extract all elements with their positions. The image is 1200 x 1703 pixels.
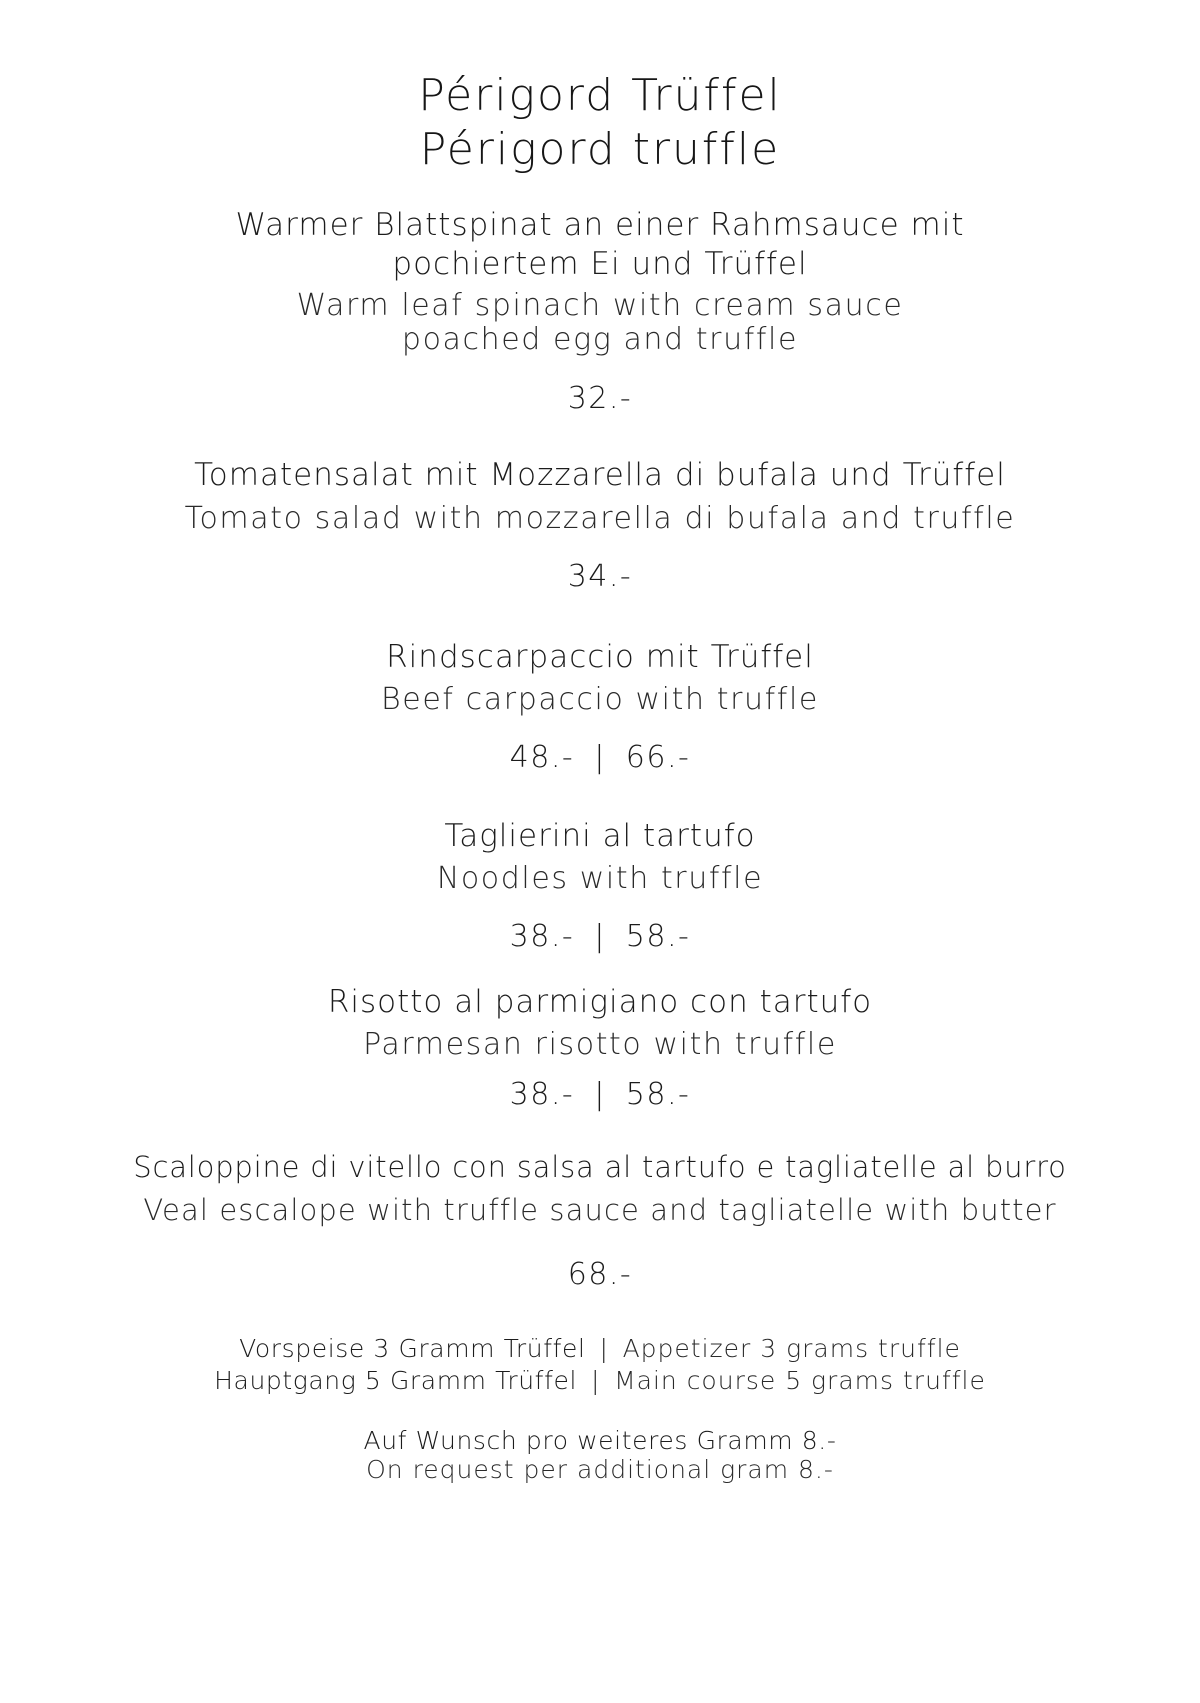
portion-note-en: Main course 5 grams truffle xyxy=(614,1366,986,1395)
portion-note xyxy=(0,1368,1200,1393)
dish-name-en: Noodles with truffle xyxy=(436,861,764,896)
dish-name-en: Parmesan risotto with truffle xyxy=(363,1027,837,1062)
portion-note-de: Vorspeise 3 Gramm Trüffel xyxy=(239,1334,586,1363)
dish-name-de: Risotto al parmigiano con tartufo xyxy=(327,984,873,1020)
dish-name-en: Veal escalope with truffle sauce and tagliatelle with butter xyxy=(143,1193,1057,1227)
dish-name-de: Scaloppine di vitello con salsa al tartufo e tagliatelle al burro xyxy=(133,1150,1067,1184)
dish-price-small: 38.- xyxy=(509,1077,575,1112)
dish-name-de: Rindscarpaccio mit Trüffel xyxy=(386,639,814,675)
dish-price-small: 48.- xyxy=(509,740,575,775)
portion-note xyxy=(0,1336,1200,1361)
dish-price: 32.- xyxy=(567,381,633,416)
dish-price: 34.- xyxy=(567,559,633,594)
dish-name-de: Tomatensalat mit Mozzarella di bufala und Trüffel xyxy=(194,457,1006,493)
extra-gram-note-de: Auf Wunsch pro weiteres Gramm 8.- xyxy=(363,1426,837,1455)
dish-name-en: Beef carpaccio with truffle xyxy=(381,682,819,717)
page-subtitle: Périgord truffle xyxy=(419,124,781,175)
portion-note-en: Appetizer 3 grams truffle xyxy=(622,1334,961,1363)
dish-price-large: 58.- xyxy=(625,919,691,954)
dish-name-de: Taglierini al tartufo xyxy=(444,818,756,854)
page-title: Périgord Trüffel xyxy=(418,70,782,121)
dish-price-row xyxy=(0,740,1200,775)
dish-name-en: poached egg and truffle xyxy=(401,322,799,357)
portion-separator: | xyxy=(599,1334,609,1363)
dish-price-large: 58.- xyxy=(625,1077,691,1112)
dish-name-de: Warmer Blattspinat an einer Rahmsauce mit xyxy=(235,207,965,243)
price-separator: | xyxy=(594,1077,606,1112)
dish-price: 68.- xyxy=(567,1257,633,1292)
dish-price-row xyxy=(0,1077,1200,1112)
price-separator: | xyxy=(594,740,606,775)
dish-price-row xyxy=(0,919,1200,954)
dish-name-en: Tomato salad with mozzarella di bufala and truffle xyxy=(184,501,1016,536)
price-separator: | xyxy=(594,919,606,954)
dish-price-small: 38.- xyxy=(509,919,575,954)
dish-name-de: pochiertem Ei und Trüffel xyxy=(392,246,808,282)
portion-separator: | xyxy=(591,1366,601,1395)
extra-gram-note-en: On request per additional gram 8.- xyxy=(366,1455,834,1484)
portion-note-de: Hauptgang 5 Gramm Trüffel xyxy=(214,1366,578,1395)
dish-price-large: 66.- xyxy=(625,740,691,775)
dish-name-en: Warm leaf spinach with cream sauce xyxy=(296,288,904,323)
